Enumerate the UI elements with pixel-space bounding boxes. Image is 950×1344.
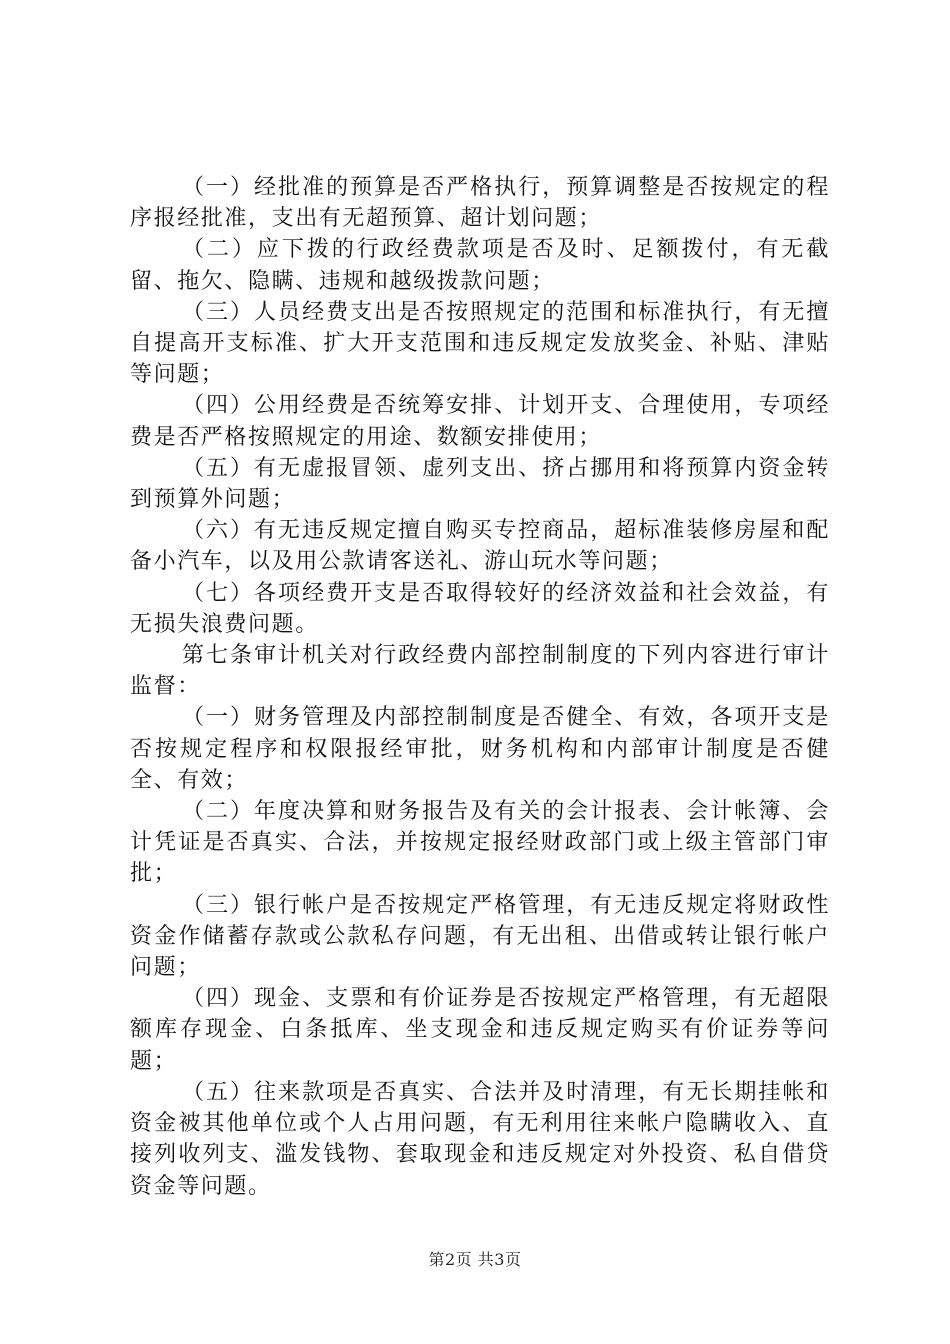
paragraph: （七）各项经费开支是否取得较好的经济效益和社会效益，有无损失浪费问题。 [130, 580, 830, 637]
paragraph: （二）应下拨的行政经费款项是否及时、足额拨付，有无截留、拖欠、隐瞒、违规和越级拨款问题； [130, 237, 830, 294]
page-number-label: 第2页 共3页 [428, 1250, 522, 1269]
paragraph: （一）经批准的预算是否严格执行，预算调整是否按规定的程序报经批准，支出有无超预算、超计划问题； [130, 175, 830, 232]
page-footer [0, 1247, 950, 1270]
paragraph: （六）有无违反规定擅自购买专控商品，超标准装修房屋和配备小汽车，以及用公款请客送礼、游山玩水等问题； [130, 518, 830, 575]
paragraph: （二）年度决算和财务报告及有关的会计报表、会计帐簿、会计凭证是否真实、合法，并按规定报经财政部门或上级主管部门审批； [130, 799, 830, 887]
article-heading-paragraph: 第七条审计机关对行政经费内部控制制度的下列内容进行审计监督： [130, 643, 830, 700]
paragraph: （三）银行帐户是否按规定严格管理，有无违反规定将财政性资金作储蓄存款或公款私存问题，有无出租、出借或转让银行帐户问题； [130, 892, 830, 981]
paragraph: （五）往来款项是否真实、合法并及时清理，有无长期挂帐和资金被其他单位或个人占用问题，有无利用往来帐户隐瞒收入、直接列收列支、滥发钱物、套取现金和违反规定对外投资、私自借贷资金等问题。 [130, 1079, 830, 1199]
paragraph: （四）现金、支票和有价证券是否按规定严格管理，有无超限额库存现金、白条抵库、坐支现金和违反规定购买有价证券等问题； [130, 986, 830, 1074]
document-body [130, 172, 830, 1202]
paragraph: （一）财务管理及内部控制制度是否健全、有效，各项开支是否按规定程序和权限报经审批，财务机构和内部审计制度是否健全、有效； [130, 705, 830, 793]
paragraph: （五）有无虚报冒领、虚列支出、挤占挪用和将预算内资金转到预算外问题； [130, 455, 830, 513]
paragraph: （三）人员经费支出是否按照规定的范围和标准执行，有无擅自提高开支标准、扩大开支范围和违反规定发放奖金、补贴、津贴等问题； [130, 299, 830, 388]
paragraph: （四）公用经费是否统筹安排、计划开支、合理使用，专项经费是否严格按照规定的用途、数额安排使用； [130, 393, 830, 450]
